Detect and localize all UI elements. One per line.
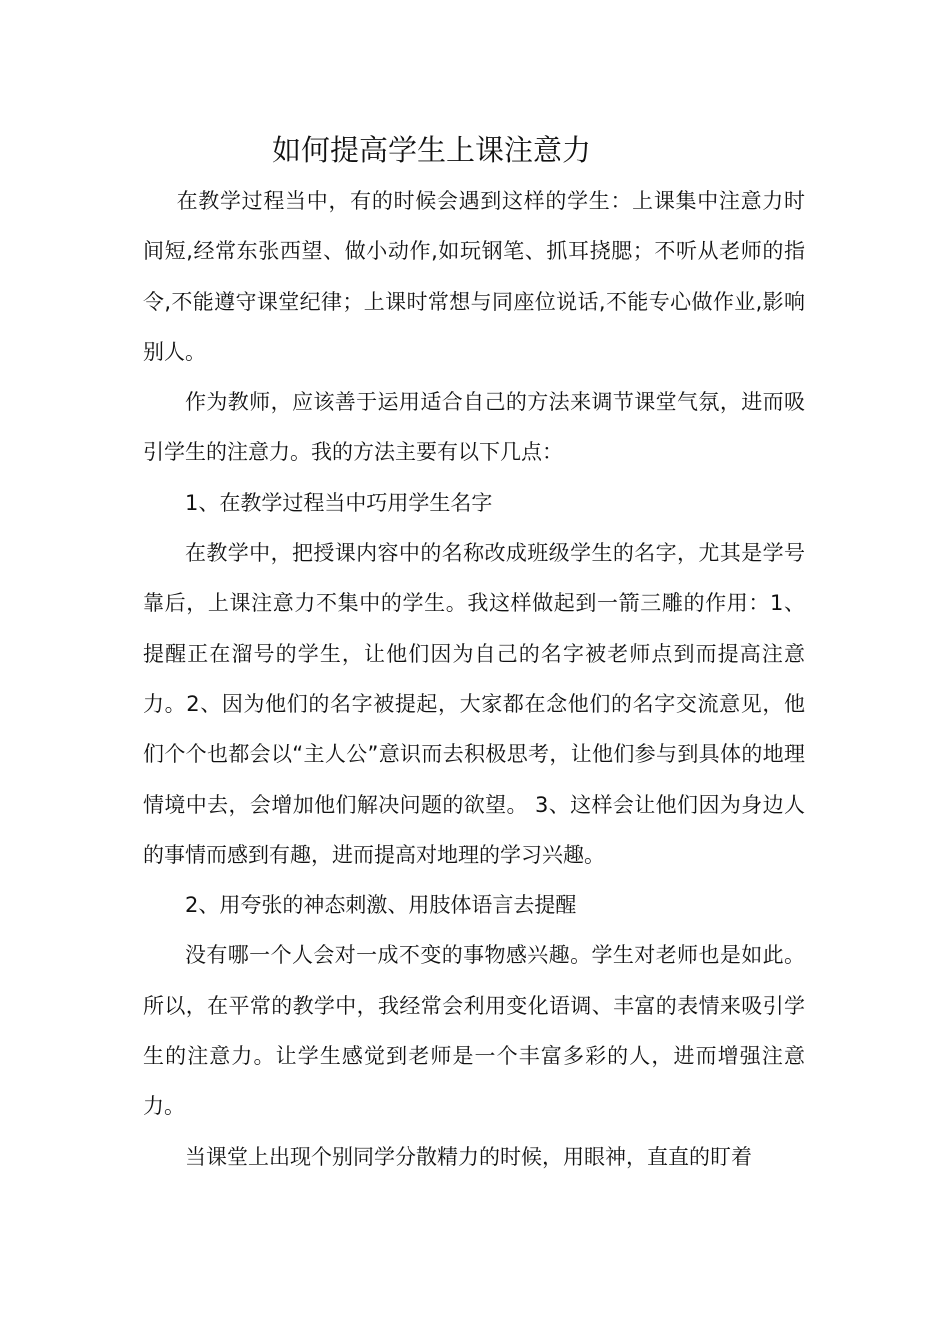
paragraph-expressions: 没有哪一个人会对一成不变的事物感兴趣。学生对老师也是如此。所以，在平常的教学中，我经常会利用变化语调、丰富的表情来吸引学生的注意力。让学生感觉到老师是一个丰富多彩的人，进而增强注意力。 [143,943,805,1119]
paragraph-eye-contact: 当课堂上出现个别同学分散精力的时候，用眼神，直直的盯着 [185,1144,752,1169]
paragraph-teacher-role: 作为教师，应该善于运用适合自己的方法来调节课堂气氛，进而吸引学生的注意力。我的方法主要有以下几点： [143,390,805,465]
document-body [143,176,805,1182]
document-title: 如何提高学生上课注意力 [272,133,592,167]
paragraph-intro: 在教学过程当中，有的时候会遇到这样的学生：上课集中注意力时间短,经常东张西望、做小动作,如玩钢笔、抓耳挠腮；不听从老师的指令,不能遵守课堂纪律；上课时常想与同座位说话,不能专心做作业,影响别人。 [143,189,805,364]
section-heading-2: 2、用夸张的神态刺激、用肢体语言去提醒 [185,893,577,918]
paragraph-student-names: 在教学中，把授课内容中的名称改成班级学生的名字，尤其是学号靠后，上课注意力不集中的学生。我这样做起到一箭三雕的作用：1、提醒正在溜号的学生，让他们因为自己的名字被老师点到而提高注意力。2、因为他们的名字被提起，大家都在念他们的名字交流意见，他们个个也都会以“主人公”意识而去积极思考，让他们参与到具体的地理情境中去，会增加他们解决问题的欲望。 3、这样会让他们因为身边人的事情而感到有趣，进而提高对地理的学习兴趣。 [143,541,805,867]
section-heading-1: 1、在教学过程当中巧用学生名字 [185,490,493,515]
